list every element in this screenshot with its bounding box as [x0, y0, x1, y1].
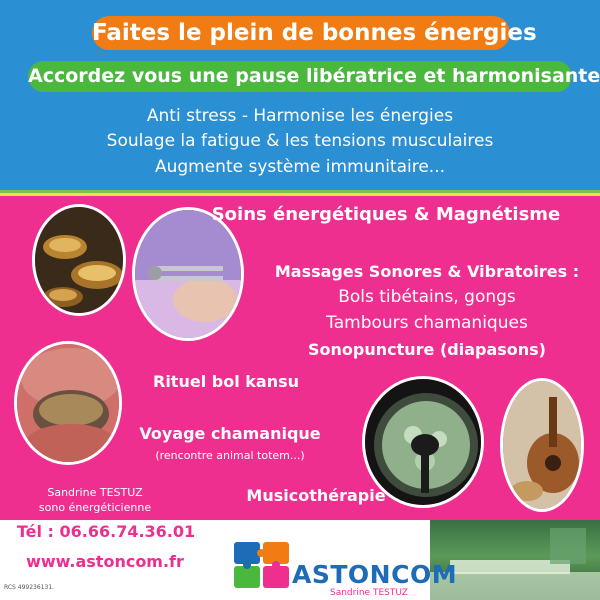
- musico-label: Musicothérapie: [246, 486, 386, 505]
- photo-musical-instruments: [500, 378, 584, 512]
- voyage-label: Voyage chamanique: [139, 424, 321, 443]
- contact-role: sono énergéticienne: [38, 501, 152, 514]
- puzzle-logo-icon: [232, 540, 292, 590]
- website-link[interactable]: www.astoncom.fr: [26, 552, 184, 571]
- divider-line: [0, 193, 600, 196]
- phone-number[interactable]: Tél : 06.66.74.36.01: [16, 522, 196, 541]
- subheadline: Accordez vous une pause libératrice et harmonisante: [28, 61, 572, 92]
- services-title: Soins énergétiques & Magnétisme: [211, 204, 561, 225]
- logo-brand-a: ASTON: [292, 560, 392, 589]
- benefit-line: Augmente système immunitaire...: [154, 157, 446, 177]
- benefit-line: Soulage la fatigue & les tensions musculaires: [106, 131, 494, 151]
- sonopuncture-label: Sonopuncture (diapasons): [307, 340, 546, 359]
- massages-title: Massages Sonores & Vibratoires :: [274, 262, 580, 281]
- voyage-note: (rencontre animal totem...): [155, 449, 305, 462]
- photo-tuning-fork: [132, 207, 244, 341]
- photo-kansu-bowl: [14, 341, 122, 465]
- contact-name: Sandrine TESTUZ: [47, 486, 143, 499]
- photo-tibetan-bowls: [32, 204, 126, 316]
- rcs-number: RCS 499236131.: [4, 584, 55, 591]
- rituel-label: Rituel bol kansu: [153, 372, 299, 391]
- logo-brand: [292, 560, 458, 589]
- headline: Faites le plein de bonnes énergies: [92, 16, 510, 50]
- benefit-line: Anti stress - Harmonise les énergies: [146, 106, 454, 126]
- massage-item: Tambours chamaniques: [326, 313, 528, 333]
- massage-item: Bols tibétains, gongs: [338, 287, 516, 307]
- logo-tagline: Sandrine TESTUZ: [330, 588, 408, 598]
- logo-brand-b: COM: [391, 560, 458, 589]
